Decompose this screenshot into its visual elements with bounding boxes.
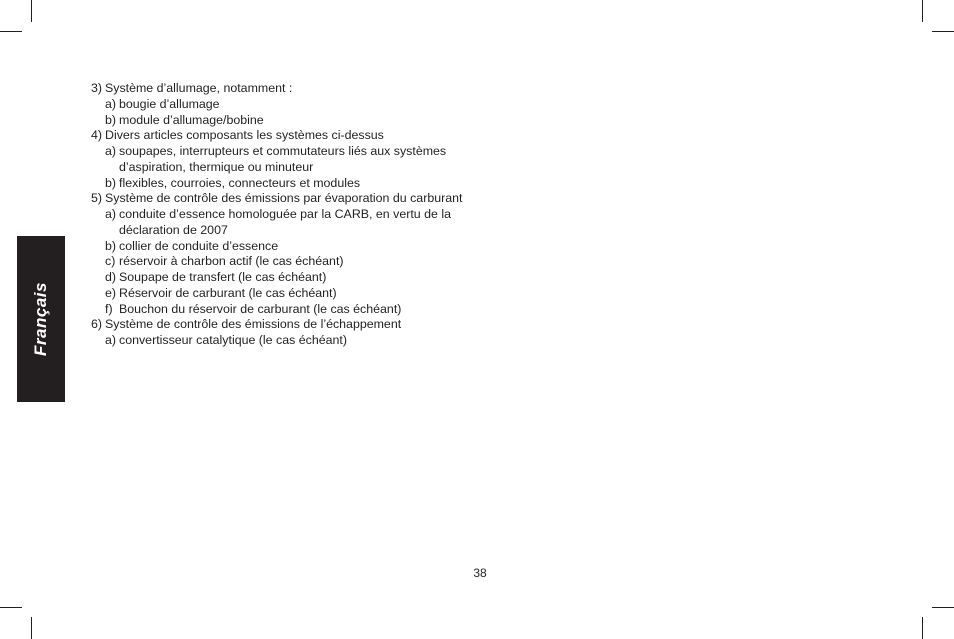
list-item-number: f) [105, 301, 113, 316]
list-item [91, 128, 467, 144]
list-item-text: convertisseur catalytique (le cas échéant) [119, 333, 347, 347]
list-item-number: c) [105, 254, 116, 269]
list-item-number: b) [105, 112, 117, 127]
list-item-number: a) [105, 333, 117, 347]
list-item [91, 239, 467, 255]
crop-mark [0, 607, 22, 608]
list-item-text: soupapes, interrupteurs et commutateurs liés aux systèmes d’aspiration, thermique ou minuteur [119, 144, 447, 174]
list-item [91, 302, 467, 318]
list-item [91, 113, 467, 129]
list-item-text: Système d’allumage, notamment : [105, 81, 293, 95]
list-item-number: a) [105, 207, 117, 221]
list-item-text: flexibles, courroies, connecteurs et modules [119, 175, 361, 190]
list-item [91, 176, 467, 192]
list-item [91, 317, 467, 333]
list-item-text: Système de contrôle des émissions de l’échappement [105, 317, 402, 332]
list-item-text: Réservoir de carburant (le cas échéant) [119, 285, 337, 300]
list-item [91, 144, 467, 176]
language-tab [17, 236, 65, 402]
list-item [91, 286, 467, 302]
crop-mark [922, 617, 923, 639]
list-item [91, 97, 467, 113]
list-item-text: collier de conduite d’essence [119, 238, 279, 253]
list-item-number: 3) [91, 81, 103, 95]
list-item-number: e) [105, 285, 117, 300]
list-item-number: b) [105, 175, 117, 190]
list-item [91, 254, 467, 270]
list-item [91, 333, 467, 349]
list-item-number: b) [105, 238, 117, 253]
list-item-text: Bouchon du réservoir de carburant (le cas échéant) [119, 301, 402, 316]
crop-mark [932, 31, 954, 32]
list-item-text: module d’allumage/bobine [119, 112, 264, 127]
list-item-text: réservoir à charbon actif (le cas échéant) [119, 254, 344, 269]
list-item-number: 4) [91, 128, 103, 143]
list-item-number: a) [105, 144, 117, 158]
list-item [91, 191, 467, 207]
list-item-text: conduite d’essence homologuée par la CARB, en vertu de la déclaration de 2007 [119, 207, 452, 237]
page-number: 38 [473, 566, 487, 580]
list-item-number: 6) [91, 317, 103, 332]
list-item-number: d) [105, 270, 117, 284]
list-item [91, 81, 467, 97]
language-label: Français [31, 282, 50, 356]
list-item-number: 5) [91, 191, 103, 206]
crop-mark [932, 607, 954, 608]
component-list [91, 81, 467, 349]
list-item-text: Système de contrôle des émissions par évaporation du carburant [105, 191, 463, 206]
list-item [91, 270, 467, 286]
list-item-number: a) [105, 96, 117, 111]
crop-mark [31, 0, 32, 22]
crop-mark [0, 31, 22, 32]
list-item-text: bougie d’allumage [119, 96, 220, 111]
list-item-text: Divers articles composants les systèmes ci-dessus [105, 128, 384, 143]
crop-mark [31, 617, 32, 639]
list-item-text: Soupape de transfert (le cas échéant) [119, 270, 327, 284]
crop-mark [922, 0, 923, 22]
list-item [91, 207, 467, 239]
